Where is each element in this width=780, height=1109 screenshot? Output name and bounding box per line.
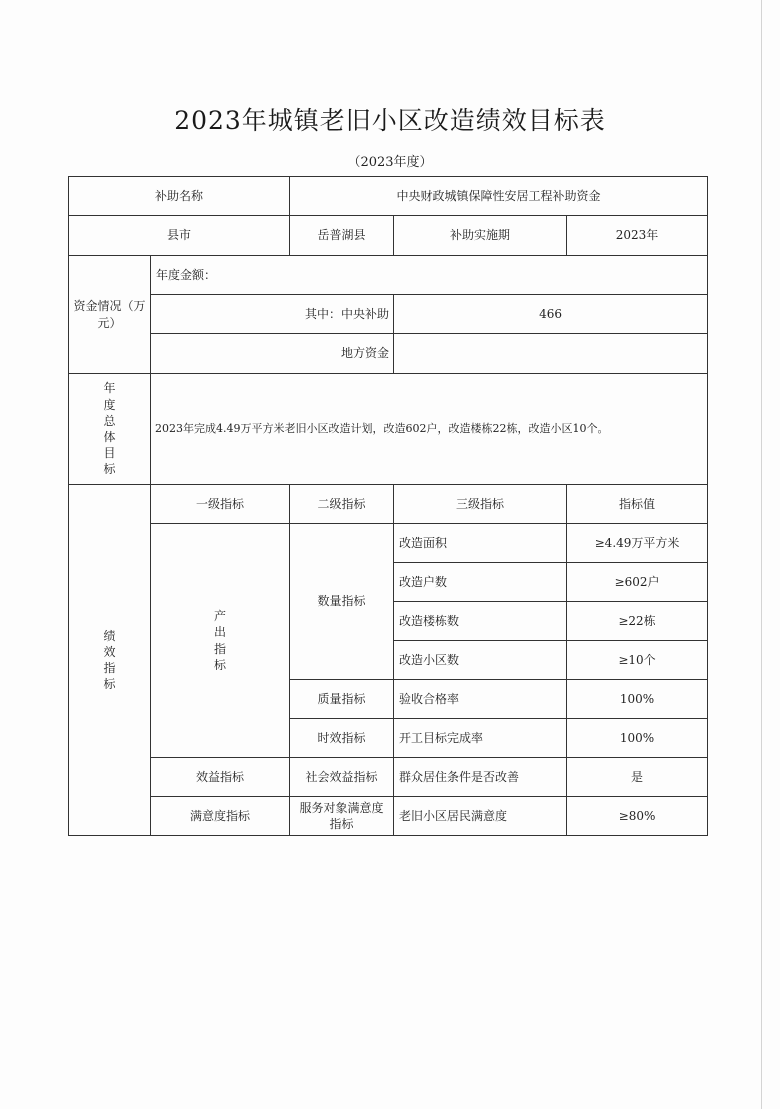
subsidy-label: 补助名称 (69, 177, 290, 216)
header-level3: 三级指标 (394, 485, 567, 524)
indicator-header-row (69, 485, 708, 524)
subsidy-value: 中央财政城镇保障性安居工程补助资金 (290, 177, 708, 216)
header-value: 指标值 (567, 485, 708, 524)
goal-label-char: 标 (103, 462, 116, 477)
service-satisfaction-label: 服务对象满意度指标 (290, 797, 394, 836)
central-subsidy-value: 466 (394, 295, 708, 334)
satisfaction-value: ≥80% (567, 797, 708, 836)
quantity-name: 改造面积 (394, 524, 567, 563)
funds-label: 资金情况（万元） (69, 256, 151, 374)
local-funds-value (394, 334, 708, 374)
header-level1: 一级指标 (151, 485, 290, 524)
quantity-name: 改造户数 (394, 563, 567, 602)
timeliness-indicator-label: 时效指标 (290, 719, 394, 758)
indicators-label-char: 标 (103, 677, 116, 692)
quantity-value: ≥602户 (567, 563, 708, 602)
quality-indicator-label: 质量指标 (290, 680, 394, 719)
goal-label-char: 目 (103, 446, 116, 461)
indicators-label-char: 效 (103, 644, 116, 659)
output-label-char: 标 (214, 657, 227, 672)
quantity-name: 改造小区数 (394, 641, 567, 680)
goal-text: 2023年完成4.49万平方米老旧小区改造计划，改造602户，改造楼栋22栋，改造小区10个。 (151, 374, 708, 485)
annual-amount-label: 年度金额： (151, 256, 708, 295)
county-value: 岳普湖县 (290, 216, 394, 256)
funds-annual-row (69, 256, 708, 295)
table-row (69, 524, 708, 563)
indicators-label-char: 绩 (103, 628, 116, 643)
timeliness-name: 开工目标完成率 (394, 719, 567, 758)
performance-table (68, 176, 708, 836)
indicators-label (69, 485, 151, 836)
quantity-value: ≥22栋 (567, 602, 708, 641)
benefit-value: 是 (567, 758, 708, 797)
page-title: 2023年城镇老旧小区改造绩效目标表 (174, 106, 606, 135)
satisfaction-indicator-label: 满意度指标 (151, 797, 290, 836)
output-indicator-label (151, 524, 290, 758)
goal-label-char: 年 (103, 381, 116, 396)
subsidy-row (69, 177, 708, 216)
goal-label-char: 体 (103, 430, 116, 444)
goal-label-char: 度 (103, 397, 116, 412)
satisfaction-name: 老旧小区居民满意度 (394, 797, 567, 836)
timeliness-value: 100% (567, 719, 708, 758)
quality-name: 验收合格率 (394, 680, 567, 719)
period-label: 补助实施期 (394, 216, 567, 256)
funds-local-row (69, 334, 708, 374)
period-value: 2023年 (567, 216, 708, 256)
indicators-label-char: 指 (103, 661, 116, 675)
quantity-value: ≥4.49万平方米 (567, 524, 708, 563)
goal-row (69, 374, 708, 485)
header-level2: 二级指标 (290, 485, 394, 524)
quality-value: 100% (567, 680, 708, 719)
county-row (69, 216, 708, 256)
benefit-name: 群众居住条件是否改善 (394, 758, 567, 797)
county-label: 县市 (69, 216, 290, 256)
social-benefit-label: 社会效益指标 (290, 758, 394, 797)
local-funds-label: 地方资金 (151, 334, 394, 374)
central-subsidy-label: 其中：中央补助 (151, 295, 394, 334)
table-row (69, 797, 708, 836)
output-label-char: 出 (214, 625, 227, 640)
goal-label-char: 总 (103, 413, 116, 428)
funds-central-row (69, 295, 708, 334)
output-label-char: 指 (214, 641, 227, 656)
table-row (69, 758, 708, 797)
quantity-name: 改造楼栋数 (394, 602, 567, 641)
output-label-char: 产 (214, 609, 227, 624)
benefit-indicator-label: 效益指标 (151, 758, 290, 797)
goal-label (69, 374, 151, 485)
quantity-value: ≥10个 (567, 641, 708, 680)
quantity-indicator-label: 数量指标 (290, 524, 394, 680)
page-subtitle: （2023年度） (347, 155, 433, 170)
